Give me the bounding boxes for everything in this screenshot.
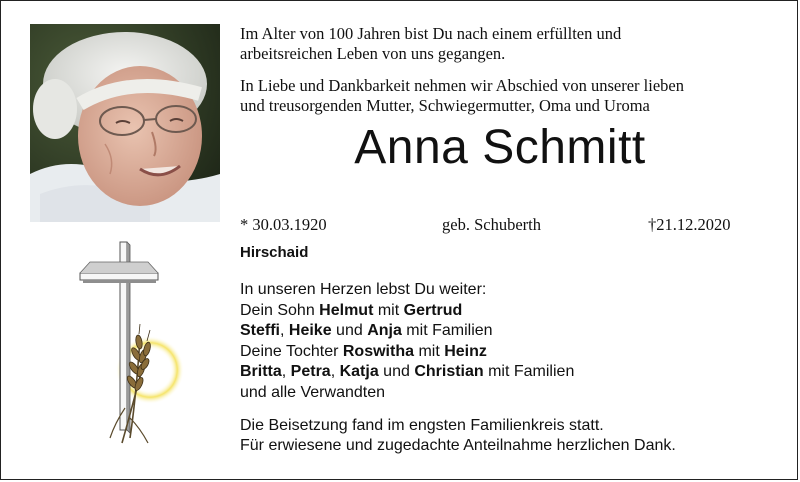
mourners-text: , [330,363,340,381]
intro-text [240,24,780,128]
birth-date-value: 30.03.1920 [252,215,327,234]
mourners-text: und [331,322,368,340]
mourners-text: , [281,363,291,381]
mourner-name: Steffi [240,322,280,340]
mourner-name: Gertrud [403,301,463,319]
mourner-name: Britta [240,363,282,381]
mourners-text: mit Familien [483,363,575,381]
maiden-name: geb. Schuberth [442,215,541,234]
mourners-list [240,280,780,404]
death-date-value: 21.12.2020 [656,215,731,234]
cross-with-wheat-icon [70,238,190,453]
mourner-name: Katja [339,363,379,381]
death-symbol: † [648,215,657,234]
mourner-name: Helmut [319,301,374,319]
deceased-name: Anna Schmitt [354,121,646,174]
mourners-line [240,342,780,363]
mourner-name: Petra [290,363,331,381]
mourners-line [240,362,780,383]
mourners-text: , [280,322,289,340]
mourner-name: Heike [288,322,332,340]
mourners-line [240,321,780,342]
mourners-closing: und alle Verwandten [240,383,385,401]
mourners-text: Dein Sohn [240,301,320,319]
mourners-line [240,301,780,322]
mourner-name: Christian [414,363,484,381]
birth-date [240,215,327,235]
place-name: Hirschaid [240,244,309,261]
footer-text [240,416,780,456]
mourners-text: mit [373,301,404,319]
mourners-opening: In unseren Herzen lebst Du weiter: [240,281,487,298]
footer-line-2: Für erwiesene und zugedachte Anteilnahme herzlichen Dank. [240,437,676,454]
intro-line-4: und treusorgenden Mutter, Schwiegermutter, Oma und Uroma [240,96,650,115]
portrait-photo [30,24,220,222]
mourners-text: mit [414,342,445,360]
mourners-text: und [378,363,415,381]
intro-paragraph-1 [240,24,780,64]
intro-line-3: In Liebe und Dankbarkeit nehmen wir Abschied von unserer lieben [240,76,684,95]
mourner-name: Roswitha [342,342,414,360]
mourner-name: Heinz [444,342,487,360]
intro-paragraph-2 [240,76,780,116]
footer-line-1: Die Beisetzung fand im engsten Familienkreis statt. [240,417,604,434]
intro-line-1: Im Alter von 100 Jahren bist Du nach einem erfüllten und [240,24,622,43]
birth-symbol: * [240,215,249,234]
mourners-text: Deine Tochter [240,342,343,360]
death-date [648,215,731,235]
mourner-name: Anja [367,322,402,340]
intro-line-2: arbeitsreichen Leben von uns gegangen. [240,44,506,63]
mourners-text: mit Familien [401,322,493,340]
